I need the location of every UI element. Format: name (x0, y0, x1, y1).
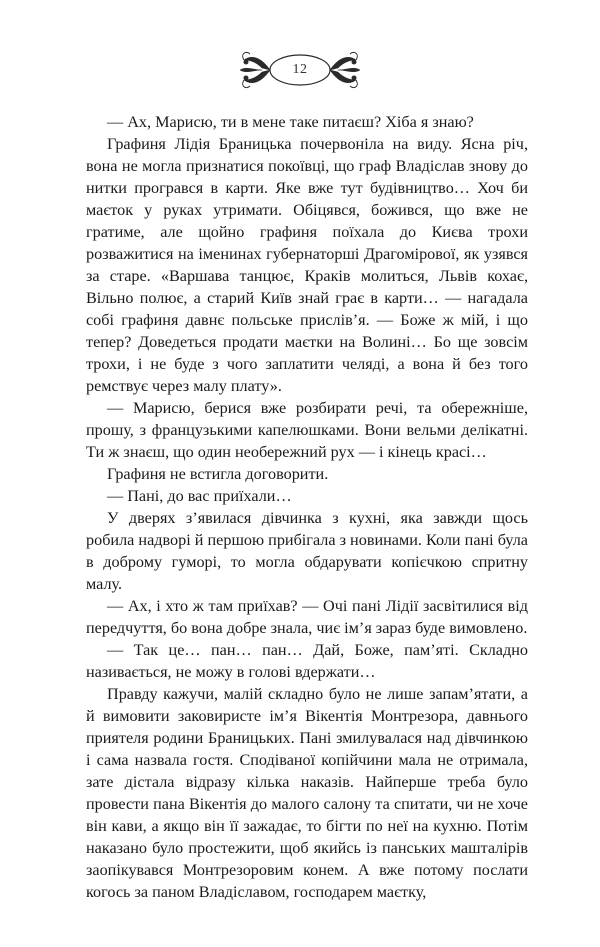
paragraph: — Ах, Марисю, ти в мене таке питаєш? Хіба я знаю? (107, 113, 474, 131)
page-header (0, 48, 600, 108)
paragraph: Графиня не встигла договорити. (107, 465, 329, 483)
paragraph: — Так це… пан… пан… Дай, Боже, пам’яті. Складно називається, не можу в голові вдержати… (86, 641, 528, 681)
body-text (86, 111, 528, 903)
paragraph: Графиня Лідія Браницька почервоніла на виду. Ясна річ, вона не могла признатися покоївці, що граф Владіслав знову до нитки програвся в карти. Яке вже тут будівництво… Хоч би маєток у руках утримати. Обіцявся, божився, що вже не гратиме, але щойно графиня поїхала до Києва трохи розважитися на іменинах губернаторші Драгомірової, як узявся за старе. «Варшава танцює, Краків молиться, Львів кохає, Вільно полює, а старий Київ знай грає в карти… — нагадала собі графиня давнє польське прислів’я. — Боже ж мій, і що тепер? Доведеться продати маєтки на Волині… Бо ще зовсім трохи, і не буде з чого заплатити челяді, а вона й без того ремствує через малу плату». (86, 135, 528, 395)
page-number: 12 (292, 62, 308, 77)
paragraph: — Ах, і хто ж там приїхав? — Очі пані Лідії засвітилися від передчуття, бо вона добре знала, чиє ім’я зараз буде вимовлено. (86, 597, 528, 637)
paragraph: — Пані, до вас приїхали… (107, 487, 292, 505)
ornament-frame-icon (0, 48, 600, 108)
paragraph: Правду кажучи, малій складно було не лише запам’ятати, а й вимовити заковиристе ім’я Вікентія Монтрезора, давнього приятеля родини Браницьких. Пані змилувалася над дівчинкою і сама назвала гостя. Сподіваної копійчини мала не отримала, зате дістала відразу кілька наказів. Найперше треба було провести пана Вікентія до малого салону та спитати, чи не хоче він кави, а якщо він її зажадає, то бігти по неї на кухню. Потім наказано було простежити, щоб якийсь із панських машталірів заопікувався Монтрезоровим конем. А вже потому послати когось за паном Владіславом, господарем маєтку, (86, 685, 528, 901)
paragraph: У дверях з’явилася дівчинка з кухні, яка завжди щось робила надворі й першою прибігала з новинами. Коли пані була в доброму гуморі, то могла обдарувати копієчкою спритну малу. (86, 509, 528, 593)
paragraph: — Марисю, берися вже розбирати речі, та обережніше, прошу, з французькими капелюшками. Вони вельми делікатні. Ти ж знаєш, що один необережний рух — і кінець красі… (86, 399, 528, 461)
